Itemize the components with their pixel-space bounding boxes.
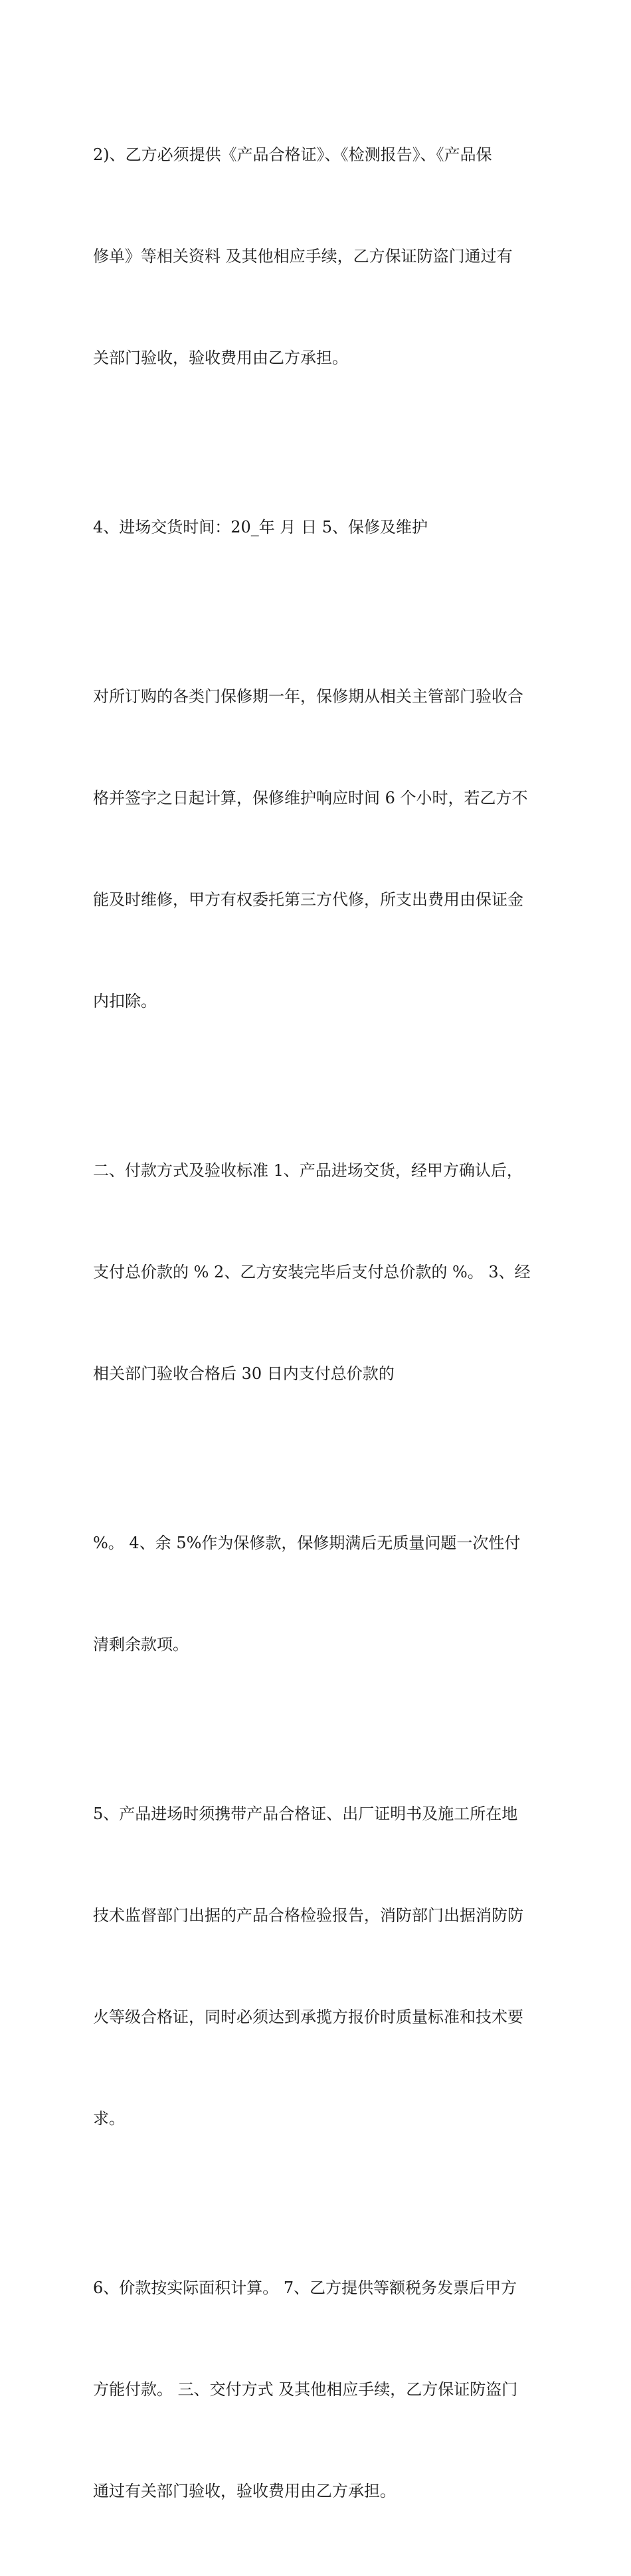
text-line: 修单》等相关资料 及其他相应手续，乙方保证防盗门通过有 <box>93 247 513 266</box>
text-line: 5、产品进场时须携带产品合格证、出厂证明书及施工所在地 <box>93 1805 518 1823</box>
text-line: 内扣除。 <box>93 992 157 1010</box>
paragraph-product-certification <box>93 1730 545 2204</box>
text-line: 清剩余款项。 <box>93 1635 189 1654</box>
text-line: 方能付款。 三、交付方式 及其他相应手续，乙方保证防盗门 <box>93 2380 518 2399</box>
text-line: 技术监督部门出据的产品合格检验报告，消防部门出据消防防 <box>93 1906 523 1925</box>
paragraph-payment-method <box>93 1086 545 1459</box>
text-line: 二、付款方式及验收标准 1、产品进场交货，经甲方确认后， <box>93 1161 523 1180</box>
text-line: 求。 <box>93 2109 125 2128</box>
text-line: %。 4、余 5%作为保修款，保修期满后无质量问题一次性付 <box>93 1534 521 1552</box>
text-line: 通过有关部门验收，验收费用由乙方承担。 <box>93 2482 396 2500</box>
text-line: 6、价款按实际面积计算。 7、乙方提供等额税务发票后甲方 <box>93 2279 517 2297</box>
document-body <box>93 70 545 2576</box>
text-line: 关部门验收，验收费用由乙方承担。 <box>93 349 348 367</box>
paragraph-warranty <box>93 612 545 1086</box>
text-line: 相关部门验收合格后 30 日内支付总价款的 <box>93 1364 395 1383</box>
paragraph-delivery-time <box>93 443 545 612</box>
text-line: 能及时维修，甲方有权委托第三方代修，所支出费用由保证金 <box>93 890 523 909</box>
text-line: 火等级合格证，同时必须达到承揽方报价时质量标准和技术要 <box>93 2008 523 2026</box>
paragraph-pricing-invoice <box>93 2204 545 2576</box>
text-line: 格并签字之日起计算，保修维护响应时间 6 个小时，若乙方不 <box>93 789 528 807</box>
text-line: 4、进场交货时间：20_年 月 日 5、保修及维护 <box>93 518 428 536</box>
text-line: 对所订购的各类门保修期一年，保修期从相关主管部门验收合 <box>93 687 523 706</box>
text-line: 2)、乙方必须提供《产品合格证》、《检测报告》、《产品保 <box>93 145 492 164</box>
paragraph-supplier-documents <box>93 70 545 443</box>
text-line: 支付总价款的 % 2、乙方安装完毕后支付总价款的 %。 3、经 <box>93 1263 531 1281</box>
paragraph-retention <box>93 1459 545 1730</box>
